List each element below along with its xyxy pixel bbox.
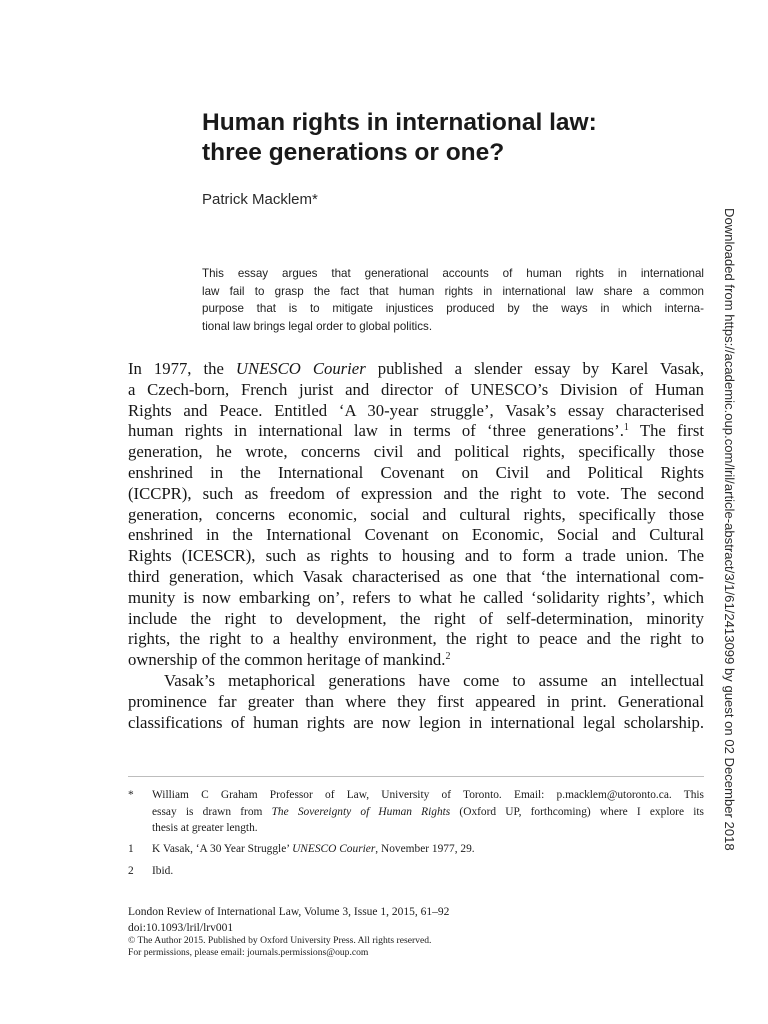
footnote-line: essay is drawn from The Sovereignty of Human Rights (Oxford UP, forthcoming) where I explore its <box>152 805 704 818</box>
body-line: Rights (ICESCR), such as rights to housing and to form a trade union. The <box>128 546 704 566</box>
journal-name: UNESCO Courier <box>235 359 366 378</box>
body-line: In 1977, the UNESCO Courier published a slender essay by Karel Vasak, <box>128 359 704 378</box>
copyright-line: © The Author 2015. Published by Oxford University Press. All rights reserved. <box>128 935 432 946</box>
footnote-star <box>128 787 704 837</box>
footnote-mark: 1 <box>128 843 134 855</box>
footnote-divider <box>128 776 704 777</box>
body-line: prominence far greater than where they first appeared in print. Generational <box>128 691 704 711</box>
body-line: Vasak’s metaphorical generations have come to assume an intellectual <box>164 670 704 690</box>
body-line: generation, he wrote, concerns civil and political rights, specifically those <box>128 442 704 462</box>
footnote-ref-1[interactable]: 1 <box>623 422 629 434</box>
doi[interactable]: doi:10.1093/lril/lrv001 <box>128 922 234 934</box>
footnote-1 <box>128 841 704 858</box>
footnote-ref-2[interactable]: 2 <box>445 651 451 663</box>
book-title: The Sovereignty of Human Rights <box>271 805 451 818</box>
body-line: a Czech-born, French jurist and director of UNESCO’s Division of Human <box>128 379 704 399</box>
download-watermark: Downloaded from https://academic.oup.com/lril/article-abstract/3/1/61/2413099 by guest on 02 December 2018 <box>722 208 737 851</box>
publication-info <box>128 904 449 936</box>
title-line-1: Human rights in international law: <box>202 109 597 136</box>
title-line-2: three generations or one? <box>202 139 505 166</box>
body-line: (ICCPR), such as freedom of expression and the right to vote. The second <box>128 483 704 503</box>
footnote-mark: 2 <box>128 865 134 877</box>
footnote-line: William C Graham Professor of Law, University of Toronto. Email: p.macklem@utoronto.ca. This <box>152 789 704 801</box>
abstract-line: purpose that is to mitigate injustices produced by the ways in which interna- <box>202 302 704 316</box>
body-text <box>128 359 704 733</box>
body-line: rights, the right to a healthy environment, the right to peace and the right to <box>128 629 704 649</box>
footnote-mark: * <box>128 789 134 801</box>
abstract <box>202 265 704 335</box>
abstract-line: This essay argues that generational accounts of human rights in international <box>202 267 704 280</box>
body-line: Rights and Peace. Entitled ‘A 30-year struggle’, Vasak’s essay characterised <box>128 400 704 420</box>
body-line: include the right to development, the right of self-determination, minority <box>128 608 704 628</box>
body-line: enshrined in the International Covenant on Economic, Social and Cultural <box>128 525 704 545</box>
footnote-line: Ibid. <box>152 865 174 877</box>
body-line: third generation, which Vasak characterised as one that ‘the international com- <box>128 566 704 586</box>
body-line: classifications of human rights are now legion in international legal scholarship. <box>128 712 704 732</box>
footnote-line: K Vasak, ‘A 30 Year Struggle’ UNESCO Courier, November 1977, 29. <box>152 843 475 855</box>
article-title <box>202 108 702 168</box>
author-name: Patrick Macklem* <box>202 191 318 208</box>
copyright-block <box>128 935 431 959</box>
abstract-line: law fail to grasp the fact that human rights in international law share a common <box>202 284 704 298</box>
footnote-2 <box>128 863 704 880</box>
body-line: enshrined in the International Covenant on Civil and Political Rights <box>128 462 704 482</box>
body-line: human rights in international law in terms of ‘three generations’.$^1$ The first <box>128 421 704 441</box>
abstract-line: tional law brings legal order to global politics. <box>202 319 433 333</box>
permissions-line: For permissions, please email: journals.permissions@oup.com <box>128 947 369 958</box>
body-line: ownership of the common heritage of mankind.$^2$ <box>128 650 451 670</box>
journal-name: UNESCO Courier <box>292 843 376 855</box>
body-line: munity is now embarking on’, refers to what he called ‘solidarity rights’, which <box>128 587 704 607</box>
journal-citation: London Review of International Law, Volume 3, Issue 1, 2015, 61–92 <box>128 906 450 918</box>
body-line: generation, concerns economic, social and cultural rights, specifically those <box>128 504 704 524</box>
footnote-line: thesis at greater length. <box>152 822 258 834</box>
